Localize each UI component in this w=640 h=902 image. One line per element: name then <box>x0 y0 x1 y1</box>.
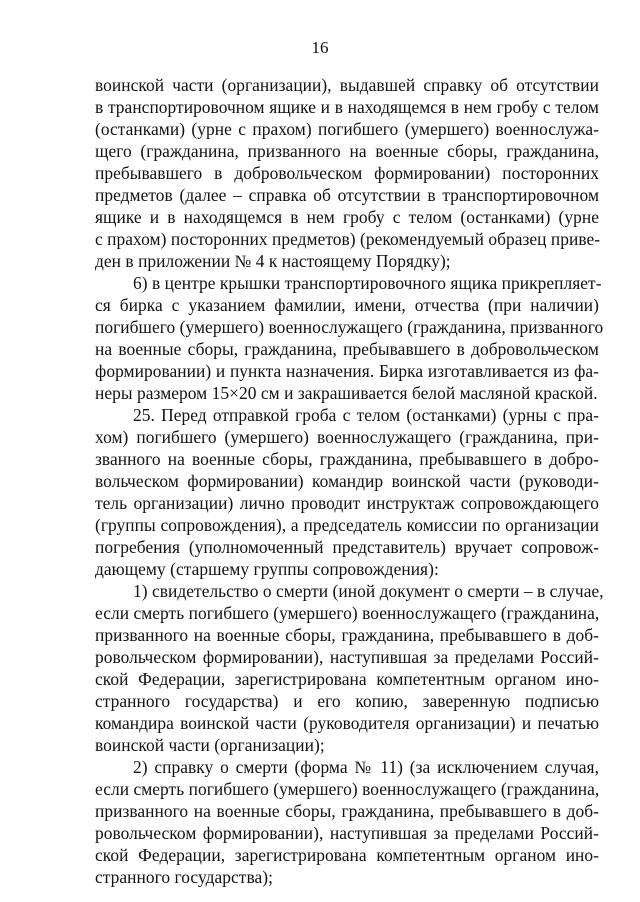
text-line: погибшего (умершего) военнослужащего (гражданина, призванного <box>95 317 604 337</box>
text-line: призванного на военные сборы, гражданина, пребывавшего в доб- <box>95 801 599 821</box>
text-line: дающему (старшему группы сопровождения): <box>95 559 439 579</box>
text-line: неры размером 15×20 см и закрашивается белой масляной краской. <box>95 383 598 403</box>
text-line: воинской части (организации), выдавшей справку об отсутствии <box>95 75 599 95</box>
text-line: 1) свидетельство о смерти (иной документ о смерти – в случае, <box>133 581 604 601</box>
text-line: странного государства); <box>95 867 273 887</box>
text-line: формировании) и пункта назначения. Бирка изготавливается из фа- <box>95 361 599 381</box>
text-line: ровольческом формировании), наступившая за пределами Россий- <box>95 823 599 843</box>
text-line: странного государства) и его копию, заверенную подписью <box>95 691 599 711</box>
text-line: если смерть погибшего (умершего) военнослужащего (гражданина, <box>95 779 600 799</box>
text-line: 25. Перед отправкой гроба с телом (останками) (урны с пра- <box>133 405 599 425</box>
text-line: ящике и в находящемся в нем гробу с телом (останками) (урне <box>95 207 599 227</box>
text-line: ской Федерации, зарегистрирована компетентным органом ино- <box>95 669 599 689</box>
text-line: званного на военные сборы, гражданина, пребывавшего в добро- <box>95 449 599 469</box>
text-line: если смерть погибшего (умершего) военнослужащего (гражданина, <box>95 603 600 623</box>
text-line: в транспортировочном ящике и в находящемся в нем гробу с телом <box>95 97 599 117</box>
text-line: ровольческом формировании), наступившая за пределами Россий- <box>95 647 599 667</box>
text-line: погребения (уполномоченный представитель) вручает сопровож- <box>95 537 599 557</box>
text-line: призванного на военные сборы, гражданина, пребывавшего в доб- <box>95 625 599 645</box>
text-line: ской Федерации, зарегистрирована компетентным органом ино- <box>95 845 599 865</box>
text-line: с прахом) посторонних предметов) (рекомендуемый образец приве- <box>95 229 601 249</box>
document-body <box>95 74 604 888</box>
text-line: воинской части (организации); <box>95 735 325 755</box>
text-line: на военные сборы, гражданина, пребывавшего в добровольческом <box>95 339 599 359</box>
text-line: (останками) (урне с прахом) погибшего (умершего) военнослужа- <box>95 119 599 139</box>
text-line: тель организации) лично проводит инструктаж сопровождающего <box>95 493 599 513</box>
text-line: (группы сопровождения), а председатель комиссии по организации <box>95 515 599 535</box>
text-line: ден в приложении № 4 к настоящему Порядку); <box>95 251 451 271</box>
text-line: предметов (далее – справка об отсутствии в транспортировочном <box>95 185 599 205</box>
text-line: вольческом формировании) командир воинской части (руководи- <box>95 471 599 491</box>
text-line: щего (гражданина, призванного на военные сборы, гражданина, <box>95 141 599 161</box>
text-line: 6) в центре крышки транспортировочного ящика прикрепляет- <box>133 273 602 293</box>
text-line: 2) справку о смерти (форма № 11) (за исключением случая, <box>133 757 599 777</box>
text-line: командира воинской части (руководителя организации) и печатью <box>95 713 599 733</box>
text-line: пребывавшего в добровольческом формировании) посторонних <box>95 163 599 183</box>
text-line: хом) погибшего (умершего) военнослужащего (гражданина, при- <box>95 427 599 447</box>
page-number: 16 <box>311 38 329 57</box>
text-line: ся бирка с указанием фамилии, имени, отчества (при наличии) <box>95 295 599 315</box>
